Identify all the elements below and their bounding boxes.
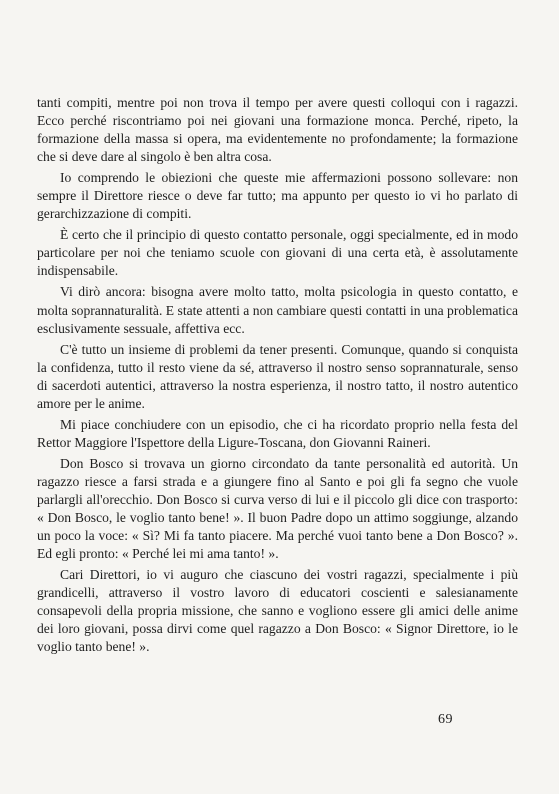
paragraph-6: Mi piace conchiudere con un episodio, che ci ha ricordato proprio nella festa del Rettor Maggiore l'Ispettore della Ligure-Toscana, don Giovanni Raineri. bbox=[37, 416, 518, 450]
paragraph-1: tanti compiti, mentre poi non trova il tempo per avere questi colloqui con i ragazzi. Ecco perché riscontriamo poi nei giovani una formazione monca. Perché, ripeto, la formazione della massa si opera, ma evidentemente no profondamente; la formazione che si deve dare al singolo è ben altra cosa. bbox=[37, 95, 518, 165]
page-number: 69 bbox=[438, 712, 453, 727]
paragraph-7: Don Bosco si trovava un giorno circondato da tante personalità ed autorità. Un ragazzo riesce a farsi strada e a giungere fino al Santo e poi gli fa segno che vuole parlargli all'orecchio. Don Bosco si curva verso di lui e il piccolo gli dice con trasporto: « Don Bosco, le voglio tanto bene! ». Il buon Padre dopo un attimo soggiunge, alzando un poco la voce: « Sì? Mi fa tanto piacere. Ma perché vuoi tanto bene a Don Bosco? ». Ed egli pronto: « Perché lei mi ama tanto! ». bbox=[37, 455, 518, 562]
paragraph-5: C'è tutto un insieme di problemi da tener presenti. Comunque, quando si conquista la confidenza, tutto il resto viene da sé, attraverso il nostro senso soprannaturale, senso di sacerdoti autentici, attraverso la nostra esperienza, il nostro tatto, il nostro autentico amore per le anime. bbox=[37, 341, 518, 411]
body-text bbox=[37, 94, 518, 656]
paragraph-2: Io comprendo le obiezioni che queste mie affermazioni possono sollevare: non sempre il Direttore riesce o deve far tutto; ma appunto per questo io vi ho parlato di gerarchizzazione di compiti. bbox=[37, 170, 518, 222]
paragraph-8: Cari Direttori, io vi auguro che ciascuno dei vostri ragazzi, specialmente i più grandicelli, attraverso il vostro lavoro di educatori coscienti e salesianamente consapevoli della propria missione, che sanno e vogliono essere gli amici delle anime dei loro giovani, possa dirvi come quel ragazzo a Don Bosco: « Signor Direttore, io le voglio tanto bene! ». bbox=[37, 567, 518, 655]
paragraph-4: Vi dirò ancora: bisogna avere molto tatto, molta psicologia in questo contatto, e molta soprannaturalità. E state attenti a non cambiare questi contatti in una problematica esclusivamente sessuale, affettiva ecc. bbox=[37, 284, 518, 336]
paragraph-3: È certo che il principio di questo contatto personale, oggi specialmente, ed in modo particolare per noi che teniamo scuole con giovani di una certa età, è assolutamente indispensabile. bbox=[37, 227, 518, 279]
